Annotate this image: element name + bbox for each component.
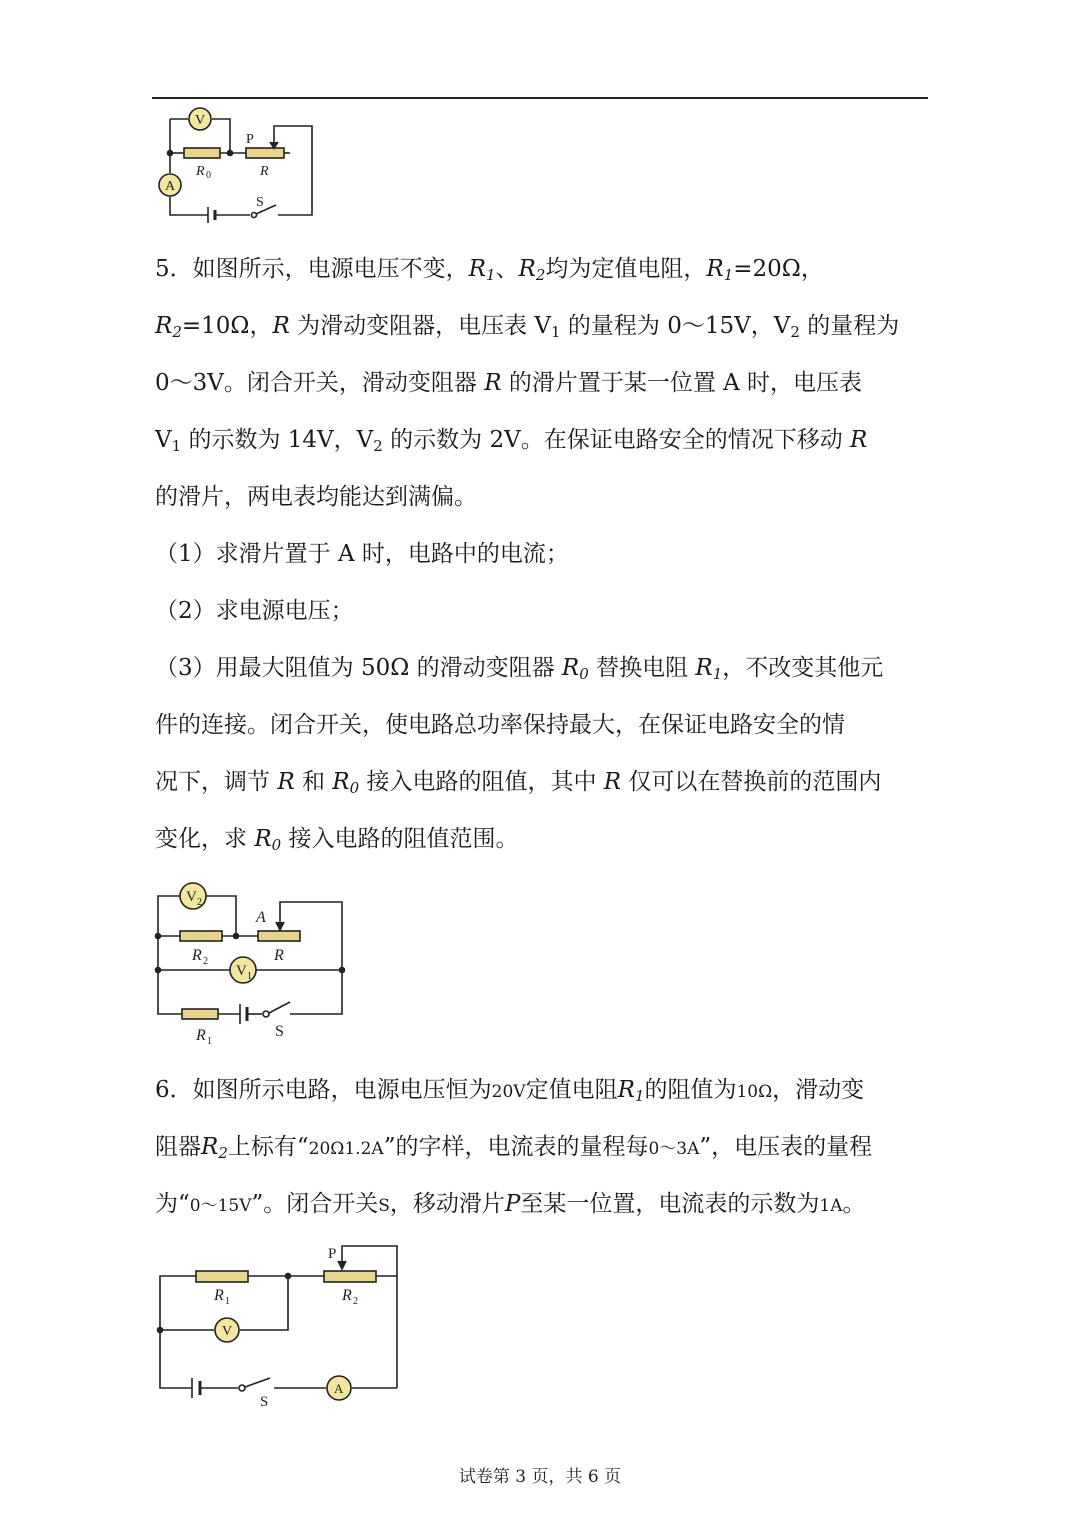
- r1-label: R: [196, 1027, 206, 1044]
- slider-p-label: P: [246, 132, 254, 147]
- circuit-figure-q5: [150, 878, 350, 1048]
- q6-line: 6．如图所示电路，电源电压恒为20V定值电阻$R_1$的阻值为10Ω，滑动变: [155, 1077, 865, 1105]
- voltmeter-label: V: [222, 1324, 233, 1339]
- v1-label: V: [236, 963, 247, 979]
- slider-p-label: P: [328, 1246, 337, 1262]
- r-label: R: [274, 947, 284, 964]
- circuit-figure-q6: [150, 1238, 410, 1408]
- q5-line: 的滑片，两电表均能达到满偏。: [155, 484, 477, 510]
- q5-line: 5．如图所示，电源电压不变，$R_1$、$R_2$均为定值电阻，$R_1=20\Omega$，: [155, 256, 824, 284]
- q5-line: $V_1$ 的示数为 14V，$V_2$ 的示数为 2V。在保证电路安全的情况下移动 R: [155, 427, 868, 455]
- switch-label: S: [275, 1023, 284, 1040]
- q5-line: 变化，求 $R_0$ 接入电路的阻值范围。: [155, 826, 519, 854]
- r0-sub: 0: [206, 170, 211, 181]
- r2-sub: 2: [203, 956, 208, 967]
- q5-line: （1）求滑片置于 A 时，电路中的电流；: [155, 541, 569, 567]
- voltmeter-label: V: [195, 113, 206, 128]
- q6-line: 阻器$R_2$上标有“20Ω1.2A”的字样，电流表的量程每0～3A”，电压表的量程: [155, 1134, 873, 1162]
- r1-sub: 1: [207, 1036, 212, 1047]
- switch-label: S: [260, 1394, 269, 1408]
- ammeter-label: A: [334, 1381, 344, 1396]
- q5-line: （3）用最大阻值为 50Ω 的滑动变阻器 $R_0$ 替换电阻 $R_1$，不改变其他元: [155, 655, 884, 683]
- q5-line: 件的连接。闭合开关，使电路总功率保持最大，在保证电路安全的情: [155, 712, 845, 738]
- r2-label: R: [192, 947, 202, 964]
- v2-label: V: [186, 889, 197, 905]
- circuit-figure-q4: [150, 105, 330, 225]
- r-label: R: [260, 164, 269, 179]
- r2-sub: 2: [353, 1296, 358, 1307]
- q5-line: （2）求电源电压；: [155, 598, 354, 624]
- v2-sub: 2: [197, 897, 202, 908]
- r0-label: R: [196, 164, 205, 179]
- q5-line: 况下，调节 R 和 $R_0$ 接入电路的阻值，其中 R 仅可以在替换前的范围内: [155, 769, 882, 797]
- r2-label: R: [342, 1287, 352, 1304]
- page-footer: 试卷第 3 页，共 6 页: [458, 1467, 622, 1487]
- r1-label: R: [214, 1287, 224, 1304]
- v1-sub: 1: [247, 971, 252, 982]
- point-a-label: A: [256, 909, 266, 926]
- r1-sub: 1: [225, 1296, 230, 1307]
- ammeter-label: A: [165, 179, 176, 194]
- switch-label: S: [256, 195, 264, 210]
- q6-line: 为“0～15V”。闭合开关S，移动滑片P至某一位置，电流表的示数为1A。: [155, 1191, 866, 1217]
- q5-line: 0～3V。闭合开关，滑动变阻器 R 的滑片置于某一位置 A 时，电压表: [155, 370, 863, 396]
- q5-line: $R_2=10\Omega$，R 为滑动变阻器，电压表 $V_1$ 的量程为 0～15V，$V_2$ 的量程为: [155, 313, 900, 341]
- header-rule: [152, 97, 928, 99]
